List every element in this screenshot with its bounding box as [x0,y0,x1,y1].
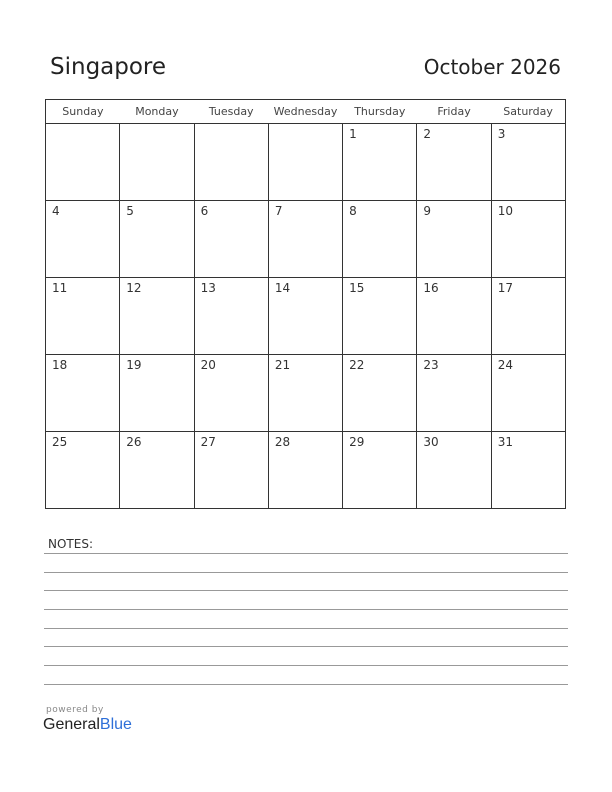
weekday-header: Wednesday [268,100,342,124]
notes-line [44,572,568,573]
notes-line [44,646,568,647]
day-number: 17 [497,281,513,295]
day-cell [417,278,491,355]
day-number: 15 [349,281,365,295]
day-number: 13 [200,281,216,295]
day-cell [268,201,342,278]
calendar-location-title: Singapore [50,54,167,80]
day-cell [343,355,417,432]
logo-blue-text: Blue [99,716,132,733]
day-number [46,124,119,127]
day-cell [417,201,491,278]
day-number: 6 [200,204,209,218]
day-number: 9 [423,204,432,218]
day-number: 19 [126,358,142,372]
weekday-header: Thursday [343,100,417,124]
day-cell [46,201,120,278]
day-cell [46,355,120,432]
day-cell [491,355,565,432]
day-number: 8 [349,204,357,218]
day-number [120,124,193,127]
day-number: 11 [52,281,68,295]
day-number: 24 [497,358,513,372]
day-cell [268,124,342,201]
day-number: 3 [497,127,506,141]
day-number: 21 [274,358,291,372]
day-cell [491,278,565,355]
month-calendar-grid [45,99,566,509]
day-number: 18 [52,358,68,372]
day-cell [194,201,268,278]
day-number: 30 [423,435,439,449]
day-number: 14 [274,281,291,295]
day-cell [120,355,194,432]
day-cell [491,432,565,509]
day-number: 4 [52,204,60,218]
weekday-header: Sunday [46,100,120,124]
day-number: 22 [349,358,365,372]
day-number: 10 [497,204,513,218]
week-row [46,432,566,509]
day-cell [120,278,194,355]
day-number: 25 [52,435,68,449]
day-number: 27 [200,435,216,449]
weekday-header: Tuesday [194,100,268,124]
calendar-month-title: October 2026 [423,55,561,79]
weekday-header: Friday [417,100,491,124]
day-cell [194,124,268,201]
day-cell [46,278,120,355]
day-cell [268,432,342,509]
logo-general-text: General [43,716,100,733]
day-cell [491,201,565,278]
day-cell [46,124,120,201]
notes-line [44,553,568,554]
day-cell [343,432,417,509]
powered-by-text: powered by [46,705,104,715]
weekday-header-row [46,100,566,124]
generalblue-logo [43,716,132,734]
notes-line [44,684,568,685]
week-row [46,278,566,355]
day-cell [343,278,417,355]
day-cell [343,201,417,278]
notes-label: NOTES: [48,537,93,551]
notes-line [44,628,568,629]
day-cell [417,124,491,201]
weekday-header: Monday [120,100,194,124]
notes-line [44,590,568,591]
day-cell [194,355,268,432]
day-number: 28 [274,435,291,449]
day-cell [343,124,417,201]
day-number: 5 [126,204,134,218]
week-row [46,201,566,278]
week-row [46,124,566,201]
day-number: 7 [274,204,283,218]
day-cell [120,124,194,201]
day-cell [120,201,194,278]
day-number: 16 [423,281,439,295]
day-cell [46,432,120,509]
day-cell [417,432,491,509]
day-cell [194,278,268,355]
day-cell [417,355,491,432]
day-number: 23 [423,358,439,372]
day-cell [268,355,342,432]
notes-line [44,609,568,610]
day-cell [491,124,565,201]
day-number: 12 [126,281,142,295]
day-number [269,124,342,127]
notes-line [44,665,568,666]
day-cell [194,432,268,509]
day-number: 31 [497,435,513,449]
day-number: 26 [126,435,142,449]
day-cell [268,278,342,355]
day-number [195,124,268,127]
day-number: 2 [423,127,432,141]
day-number: 1 [349,127,357,141]
day-number: 29 [349,435,365,449]
weekday-header: Saturday [491,100,565,124]
day-cell [120,432,194,509]
day-number: 20 [200,358,216,372]
week-row [46,355,566,432]
